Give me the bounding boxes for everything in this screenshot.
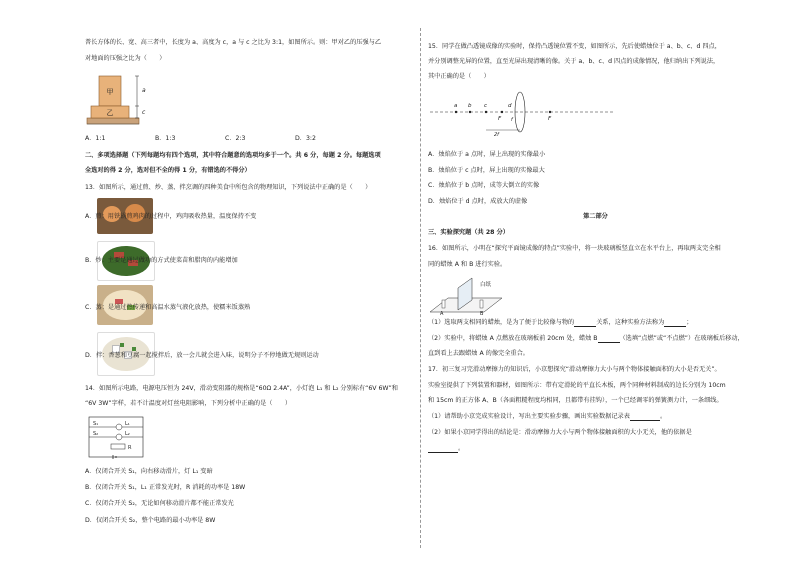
q15-option-a: A．烛焰位于 a 点时，屏上出现的实像最小 xyxy=(428,151,546,158)
label-f-left: F xyxy=(498,116,502,122)
candle-b xyxy=(480,300,483,308)
q12-option-b: B．1:3 xyxy=(155,135,176,142)
lamp-l2 xyxy=(116,434,122,440)
label-f-right: F xyxy=(548,116,552,122)
candle-a xyxy=(442,300,445,308)
label-a: a xyxy=(142,87,146,94)
q15-line1: 15．同学在做凸透镜成像的实验时，保持凸透镜位置不变，如图所示，先后使蜡烛位于 a、b、c、d 四点， xyxy=(428,43,721,50)
q13-option-a: A．煎：用铁锅煎鸡肉的过程中，鸡肉吸收热量，温度保持不变 xyxy=(85,213,257,220)
q16-sub2-line2: 直到看上去跟蜡烛 A 的像完全重合。 xyxy=(428,350,529,357)
label-candle-a: A xyxy=(440,311,444,316)
q17-sub1-end: 。 xyxy=(659,413,667,420)
q13-option-d: D．拌：香葱和豆腐一起搅拌后，放一会儿就会进入味，说明分子不停地做无规则运动 xyxy=(85,352,319,359)
q13-option-b: B．炒：主要是通过做功的方式使菜苗和腊肉的内能增加 xyxy=(85,257,238,264)
q16-blank2[interactable] xyxy=(664,320,686,327)
q17-line1: 17．初三复习完滑动摩擦力的知识后，小京想探究“滑动摩擦力大小与两个物体接触面积的大小是否无关”。 xyxy=(428,366,721,373)
q16-sub2-mid: （选填“点燃”或“不点燃”）在玻璃板后移动， xyxy=(619,335,744,342)
lens-figure xyxy=(428,88,618,140)
q17-sub1-pre: （1）请帮助小京完成实验设计，写出主要实验步骤，画出实验数据记录表 xyxy=(428,413,630,420)
q17-blank1[interactable] xyxy=(630,414,660,421)
q14-option-a: A．仅闭合开关 S₁，向右移动滑片，灯 L₁ 变暗 xyxy=(85,468,213,475)
q16-sub1-end: ； xyxy=(686,319,693,326)
q15-option-d: D．烛焰位于 d 点时，成放大的虚像 xyxy=(428,198,528,205)
label-paper: 白纸 xyxy=(480,282,492,288)
q16-sub2-pre: （2）实验中，将蜡烛 A 点燃放在玻璃板前 20cm 处，蜡烛 B xyxy=(428,335,598,342)
q17-line3: 和 15cm 的正方体 A、B（各面粗糙程度均相同，且都带有挂钩），一个已经调零的弹簧测力计，一条细线。 xyxy=(428,397,723,404)
label-c: c xyxy=(484,103,488,109)
label-s1: S₁ xyxy=(93,421,99,427)
q14-line1: 14．如图所示电路，电源电压恒为 24V，滑动变阻器的规格是“60Ω 2.4A”，小灯泡 L₁ 和 L₂ 分别标有“6V 6W”和 xyxy=(85,385,398,392)
q16-line1: 16．如图所示，小明在“探究平面镜成像的特点”实验中，将一块玻璃板竖直立在水平台上，再取两支完全相 xyxy=(428,245,721,252)
q12-option-c: C．2:3 xyxy=(225,135,246,142)
label-l2: L₂ xyxy=(125,431,130,437)
q16-sub2 xyxy=(428,335,744,343)
circuit-figure xyxy=(85,413,149,463)
label-c: c xyxy=(142,109,146,116)
q14-option-c: C．仅闭合开关 S₂，无论如何移动滑片都不能正常发光 xyxy=(85,500,234,507)
q12-option-a: A．1:1 xyxy=(85,135,106,142)
q14-option-b: B．仅闭合开关 S₁，L₁ 正常发光时，R 消耗的功率是 18W xyxy=(85,484,246,491)
q17-sub2-end: 。 xyxy=(458,445,465,452)
q14-line2: “6V 3W”字样，若不计温度对灯丝电阻影响，下列分析中正确的是（ ） xyxy=(85,400,292,407)
section3-heading: 三、实验探究题（共 28 分） xyxy=(428,229,509,236)
label-candle-b: B xyxy=(480,311,484,316)
label-yi: 乙 xyxy=(106,109,114,117)
pressure-figure xyxy=(85,74,165,126)
q17-sub1 xyxy=(428,413,666,421)
q15-line3: 其中正确的是（ ） xyxy=(428,73,490,80)
column-divider xyxy=(420,28,421,548)
q16-blank3[interactable] xyxy=(598,336,620,343)
label-a: a xyxy=(454,103,458,109)
label-s2: S₂ xyxy=(93,431,99,437)
rheostat xyxy=(111,444,125,449)
label-d: d xyxy=(508,103,512,109)
label-2f: 2f xyxy=(494,132,499,138)
q17-line2: 实验室提供了下列装置和器材，如图所示：带有定滑轮的平直长木板，两个同种材料制成的边长分别为 10cm xyxy=(428,382,726,389)
q16-blank1[interactable] xyxy=(574,320,596,327)
q12-option-d: D．3:2 xyxy=(295,135,316,142)
q15-option-b: B．烛焰位于 c 点时，屏上出现的实像最大 xyxy=(428,167,545,174)
q16-sub1 xyxy=(428,319,693,327)
q13-option-c: C．蒸：是通过热传递和高温水蒸气液化放热，使糯米饭蒸熟 xyxy=(85,304,251,311)
section2-line2: 全选对的得 2 分，选对但不全的得 1 分，有错选的不得分） xyxy=(85,167,251,174)
part2-heading: 第二部分 xyxy=(583,213,608,220)
label-r: R xyxy=(128,445,132,451)
q17-sub2-line2 xyxy=(428,445,464,453)
q12-line1: 普长方体的长、宽、高三者中，长度为 a、高度为 c，a 与 c 之比为 3:1，如图所示。则：甲对乙的压强与乙 xyxy=(85,39,382,46)
lamp-l1 xyxy=(116,424,122,430)
label-focal: f xyxy=(511,117,513,123)
q15-line2: 并分别调整光屏的位置，直至光屏出现清晰的像。关于 a、b、c、d 四点的成像情况，他归纳出下列说法， xyxy=(428,58,720,65)
section2-line1: 二、多项选择题（下列每题均有四个选项，其中符合题意的选项均多于一个。共 6 分，每题 2 分。每题选项 xyxy=(85,152,381,159)
label-b: b xyxy=(468,103,472,109)
q16-line2: 同的蜡烛 A 和 B 进行实验。 xyxy=(428,261,507,268)
q17-sub2-line1: （2）如果小京同学得出的结论是：滑动摩擦力大小与两个物体接触面积的大小无关，他的依据是 xyxy=(428,429,692,436)
q12-line2: 对地面的压强之比为（ ） xyxy=(85,55,166,62)
q14-option-d: D．仅闭合开关 S₂，整个电路的最小功率是 8W xyxy=(85,517,216,524)
q16-sub1-pre: （1）选取两支相同的蜡烛，是为了便于比较像与物的 xyxy=(428,319,575,326)
label-jia: 甲 xyxy=(106,88,114,96)
q13-stem: 13．如图所示，通过煎、炒、蒸、拌烹调的四种美食中所包含的物理知识，下列说法中正确的是（ ） xyxy=(85,184,372,191)
q16-sub1-mid: 关系，这种实验方法称为 xyxy=(596,319,665,326)
q15-option-c: C．烛焰位于 b 点时，成等大倒立的实像 xyxy=(428,182,540,189)
q17-blank2[interactable] xyxy=(428,446,458,453)
label-l1: L₁ xyxy=(125,421,130,427)
mirror-figure xyxy=(428,274,508,316)
